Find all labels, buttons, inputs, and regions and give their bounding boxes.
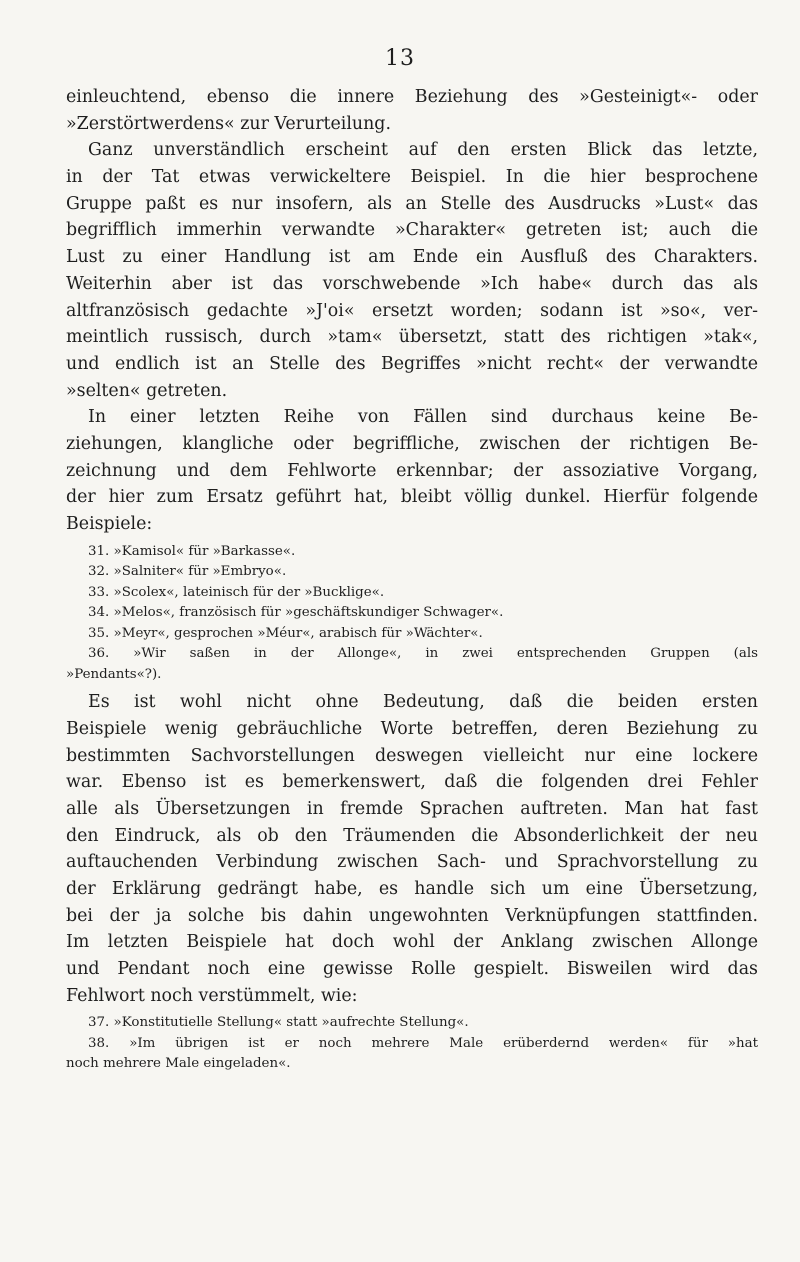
text-line: meintlich russisch, durch »tam« übersetzt, statt des richtigen »tak«, [66,327,758,348]
text-line: zeichnung und dem Fehlworte erkennbar; der assoziative Vorgang, [66,460,758,481]
text-line: »Zerstörtwerdens« zur Verurteilung. [66,113,391,134]
text-line: bestimmten Sachvorstellungen deswegen vielleicht nur eine lockere [66,745,758,766]
text-line: Im letzten Beispiele hat doch wohl der Anklang zwischen Allonge [66,932,758,953]
text-line: auftauchenden Verbindung zwischen Sach- und Sprachvorstellung zu [66,852,758,873]
text-line: bei der ja solche bis dahin ungewohnten Verknüpfungen stattfinden. [66,905,758,926]
example-line: »Pendants«?). [66,666,162,682]
example-line: 38. »Im übrigen ist er noch mehrere Male erüberdernd werden« für »hat [88,1035,758,1051]
example-line: 33. »Scolex«, lateinisch für der »Bucklige«. [88,584,385,600]
text-line: einleuchtend, ebenso die innere Beziehung des »Gesteinigt«- oder [66,87,758,107]
text-line: Beispiele: [66,514,153,534]
text-line: begrifflich immerhin verwandte »Charakter« getreten ist; auch die [66,220,758,241]
example-line: noch mehrere Male eingeladen«. [66,1056,291,1072]
example-line: 37. »Konstitutielle Stellung« statt »aufrechte Stellung«. [88,1015,469,1031]
text-line: und Pendant noch eine gewisse Rolle gespielt. Bisweilen wird das [66,959,758,980]
text-line: und endlich ist an Stelle des Begriffes »nicht recht« der verwandte [66,353,758,374]
text-line: Beispiele wenig gebräuchliche Worte betreffen, deren Beziehung zu [66,718,758,739]
page-number: 13 [385,46,415,71]
text-line: Lust zu einer Handlung ist am Ende ein Ausfluß des Charakters. [66,247,758,268]
text-line: »selten« getreten. [66,380,228,401]
text-line: war. Ebenso ist es bemerkenswert, daß die folgenden drei Fehler [66,772,758,793]
text-line: den Eindruck, als ob den Träumenden die Absonderlichkeit der neu [66,825,758,846]
text-line: in der Tat etwas verwickeltere Beispiel. In die hier besprochene [66,167,758,188]
text-line: ziehungen, klangliche oder begriffliche, zwischen der richtigen Be- [66,433,758,454]
text-line: Fehlwort noch verstümmelt, wie: [66,985,358,1006]
example-line: 34. »Melos«, französisch für »geschäftskundiger Schwager«. [88,605,504,621]
example-line: 35. »Meyr«, gesprochen »Méur«, arabisch für »Wächter«. [88,625,483,641]
text-line: In einer letzten Reihe von Fällen sind durchaus keine Be- [88,407,758,428]
text-line: altfranzösisch gedachte »J'oi« ersetzt worden; sodann ist »so«, ver- [66,300,758,321]
text-line: alle als Übersetzungen in fremde Sprachen auftreten. Man hat fast [66,798,758,819]
text-line: der Erklärung gedrängt habe, es handle sich um eine Übersetzung, [66,879,758,899]
example-line: 32. »Salniter« für »Embryo«. [88,564,287,580]
example-line: 31. »Kamisol« für »Barkasse«. [88,543,296,559]
text-line: der hier zum Ersatz geführt hat, bleibt völlig dunkel. Hierfür folgende [66,487,758,508]
text-line: Weiterhin aber ist das vorschwebende »Ich habe« durch das als [66,273,758,294]
text-line: Ganz unverständlich erscheint auf den ersten Blick das letzte, [88,140,758,161]
text-line: Es ist wohl nicht ohne Bedeutung, daß die beiden ersten [88,692,758,713]
text-line: Gruppe paßt es nur insofern, als an Stelle des Ausdrucks »Lust« das [66,193,758,214]
example-line: 36. »Wir saßen in der Allonge«, in zwei entsprechenden Gruppen (als [88,646,758,662]
body-text [66,84,758,1075]
